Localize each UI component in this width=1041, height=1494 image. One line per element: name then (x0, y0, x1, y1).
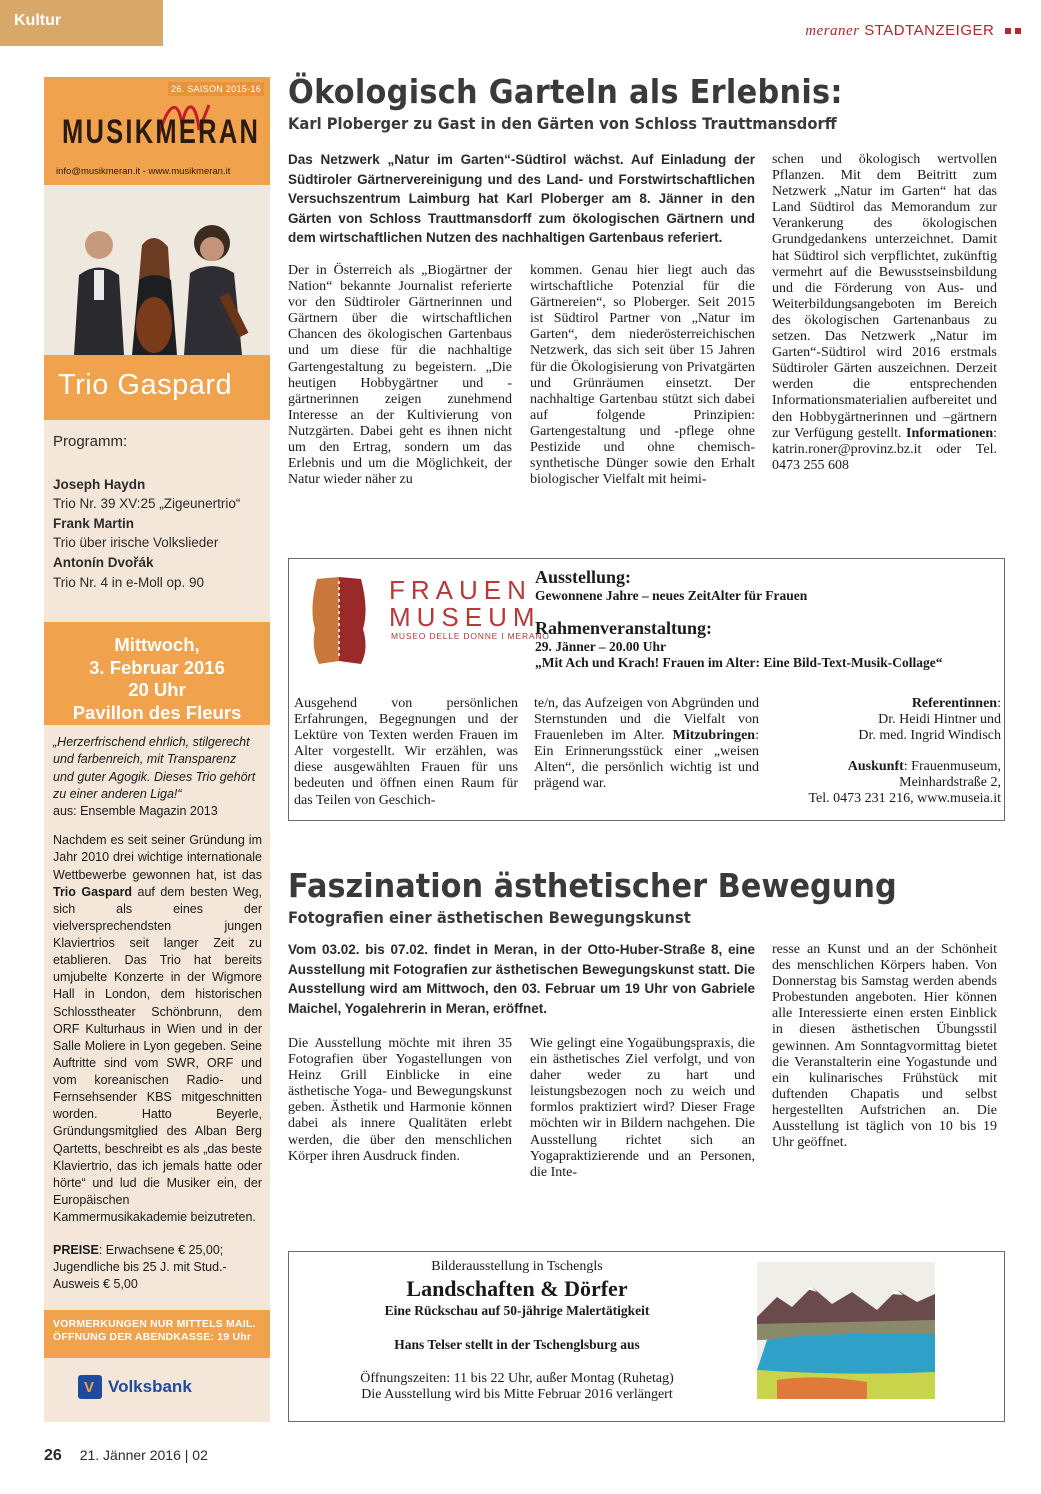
volksbank-logo (78, 1375, 192, 1400)
box2-kicker: Bilderausstellung in Tschengls (431, 1259, 603, 1274)
col2-text: te/n, das Aufzeigen von Abgründen und Sternstunden und die Vielfalt von Frauenleben im Alter. (534, 696, 759, 744)
date-line: Pavillon des Fleurs (72, 701, 242, 723)
frauenmuseum-box (288, 558, 1005, 821)
col3-text: schen und ökologisch wertvollen Pflanzen. Mit dem Beitritt zum Netzwerk „Natur im Garten“ hat das Land Südtirol das Memorandum zur Verankerung des ökologischen Grundgedankens unterzeichnet. Damit hat Südtirol sich verpflichtet, zukünftig vermehrt auf die Bewusstseinsbildung und die Förderung von Aus- und Weiterbildungsangeboten im Bereich des ökologischen Gartenanbaus zu setzen. Das Netzwerk „Natur im Garten“-Südtirol wird 2016 erstmals Südtiroler Gärten auszeichnen. Derzeit werden die entsprechenden Informationsmaterialien aufbereitet und den Hobbygärtnerinnen und –gärtnern zur Verfügung gestellt. (772, 152, 997, 441)
work: Trio über irische Volkslieder (53, 535, 219, 551)
work: Trio Nr. 4 in e-Moll op. 90 (53, 574, 205, 590)
work: Trio Nr. 39 XV:25 „Zigeunertrio“ (53, 496, 241, 512)
exhibition-info (535, 567, 1003, 671)
reservation-line: ÖFFNUNG DER ABENDKASSE: 19 Uhr (53, 1331, 252, 1344)
article2-subtitle: Fotografien einer ästhetischen Bewegungskunst (288, 908, 691, 927)
body-bold: Trio Gaspard (53, 884, 133, 899)
concert-date-block (44, 622, 270, 725)
sponsor-name: Volksbank (108, 1376, 192, 1396)
event-date: 29. Jänner – 20.00 Uhr (535, 639, 667, 654)
publication-brand (805, 22, 1021, 40)
logo-name-line: MUSEUM (389, 601, 541, 632)
program-item (53, 475, 260, 514)
referent-label: Referentinnen (911, 696, 998, 711)
trio-description (44, 820, 270, 1226)
program-block (44, 420, 270, 592)
exhibition-title: Gewonnene Jahre – neues ZeitAlter für Frauen (535, 588, 808, 603)
exhibition-heading: Ausstellung: (535, 567, 632, 587)
frauenmuseum-logo (299, 569, 550, 673)
brand-square-icon (1015, 28, 1021, 34)
price-info (44, 1226, 270, 1293)
logo-name-line: FRAUEN (389, 575, 532, 605)
box1-col2 (534, 696, 759, 793)
date-line: 20 Uhr (128, 679, 186, 701)
article2-lead: Vom 03.02. bis 07.02. findet in Meran, in der Otto-Huber-Straße 8, eine Ausstellung mit Fotografien zur ästhetischen Bewegungskunst statt. Die Ausstellung wird am Mittwoch, den 03. Februar um 19 Uhr von Gabriele Maichel, Yogalehrerin in Meran, eröffnet. (288, 942, 755, 1016)
trio-photo (44, 185, 270, 355)
info-label: Auskunft (847, 759, 904, 775)
logo-name (389, 577, 541, 630)
quote-text: „Herzerfrischend ehrlich, stilgerecht und farbenreich, mit Transparenz und guter Agogik. Dieses Trio gehört zu einer anderen Liga!“ (53, 735, 256, 801)
page-footer (44, 1447, 208, 1465)
bring-text: : Ein Erinnerungsstück einer „weisen Alten“, die persönlich wichtig ist und prägend war. (534, 728, 759, 792)
event-heading: Rahmenveranstaltung: (535, 618, 713, 638)
quote-source: aus: Ensemble Magazin 2013 (53, 804, 218, 819)
section-tab (0, 0, 163, 46)
composer: Frank Martin (53, 515, 135, 531)
concert-title: Trio Gaspard (44, 355, 270, 420)
sidebar-header (44, 77, 270, 185)
box1-col3: Referentinnen: Dr. Heidi Hintner und Dr. med. Ingrid Windisch Auskunft: Frauenmuseum, Meinhardstraße 2, Tel. 0473 231 216, www.museia.it (774, 696, 1001, 808)
box2-title: Landschaften & Dörfer (406, 1276, 628, 1301)
referent-name: Dr. med. Ingrid Windisch (858, 728, 1001, 744)
article2-title: Faszination ästhetischer Bewegung (288, 866, 897, 905)
article1-title: Ökologisch Garteln als Erlebnis: (288, 72, 843, 111)
brand-square-icon (1005, 28, 1011, 34)
box2-hours: Öffnungszeiten: 11 bis 22 Uhr, außer Montag (Ruhetag) (360, 1371, 674, 1386)
referent-name: Dr. Heidi Hintner und (878, 712, 1001, 728)
article1-lead: Das Netzwerk „Natur im Garten“-Südtirol wächst. Auf Einladung der Südtiroler Gärtnervereinigung und des Land- und Forstwirtschaftlichen Versuchszentrum Laimburg hat Karl Ploberger am 8. Jänner in den Gärten von Schloss Trauttmansdorff zum ökologischen Gärtnern und dem wirtschaftlichen Nutzen des nachhaltigen Gartenbaus referiert. (288, 152, 755, 246)
box1-col1: Ausgehend von persönlichen Erfahrungen, Begegnungen und der Lektüre von Texten werden Frauen im Alter vorgestellt. Wir erzählen, was diese ausgewählten Frauen für uns bedeuten und öffnen einen Raum für das Teilen von Geschich- (294, 696, 518, 808)
price-text: : Erwachsene € 25,00; Jugendliche bis 25 J. mit Stud.-Ausweis € 5,00 (53, 1243, 227, 1292)
brand-part2: STADTANZEIGER (864, 22, 995, 39)
program-item (53, 553, 260, 592)
box2-subtitle: Eine Rückschau auf 50-jährige Malertätigkeit (384, 1303, 650, 1318)
landscape-painting-illustration (757, 1262, 935, 1399)
reservation-banner (44, 1310, 270, 1358)
article1-subtitle: Karl Ploberger zu Gast in den Gärten von Schloss Trauttmansdorff (288, 114, 837, 133)
press-quote (44, 725, 270, 820)
info-label: Informationen (906, 425, 994, 441)
article1-col2: kommen. Genau hier liegt auch das wirtschaftliche Potenzial für die Gärtnereien“, so Ploberger. Seit 2015 ist Südtirol Partner von „Natur im Garten“, dem niederösterreichischen Netzwerk, das sich seit über 15 Jahren für die Ökologisierung von Privatgärten und Grünräumen einsetzt. Der nachhaltige Gartenbau stützt sich dabei auf folgende Prinzipien: Gartengestaltung und -pflege ohne Pestizide und ohne chemisch-synthetische Dünger sowie den Erhalt biologischer Vielfalt mit heimi- (530, 263, 755, 488)
concert-sidebar (44, 77, 270, 1422)
info-line: Tel. 0473 231 216, www.museia.it (808, 791, 1001, 807)
landscape-painting (757, 1262, 935, 1399)
bring-label: Mitzubringen (672, 728, 756, 744)
info-line: Meinhardstraße 2, (899, 775, 1001, 791)
section-label: Kultur (14, 12, 62, 29)
contact-line: info@musikmeran.it - www.musikmeran.it (56, 166, 231, 177)
season-label: 26. SAISON 2015-16 (168, 82, 264, 96)
article2-col3: resse an Kunst und an der Schönheit des menschlichen Körpers haben. Von Donnerstag bis Samstag werden abends Probestunden angeboten. Hier können alle Interessierte einen ersten Einblick in diesen ästhetischen Übungsstil gewinnen. Am Sonntagvormittag bietet die Veranstalterin eine Yogastunde und ein kulinarisches Frühstück mit duftenden Chapatis und selbst hergestellten Aufstrichen an. Die Ausstellung ist täglich von 10 bis 19 Uhr geöffnet. (772, 942, 997, 1151)
body-text: auf dem besten Weg, sich als eines der vielversprechendsten jungen Klaviertrios seit langer Zeit zu etablieren. Das Trio hat bereits umjubelte Konzerte in der Wigmore Hall in London, dem historischen Schlosstheater Schönbrunn, dem ORF Kulturhaus in Wien und in der Salle Moliere in Lyon gegeben. Seine Auftritte sind vom SWR, ORF und vom koreanischen Radio- und Fernsehsender KBS mitgeschnitten worden. Hatto Beyerle, Gründungsmitglied des Alban Berg Qartetts, beschreibt es als „das beste Klaviertrio, das ich jemals hatte oder hörte“ und lud die Musiker ein, der Europäischen Kammermusikakademie beizutreten. (53, 884, 262, 1225)
article2-col1: Die Ausstellung möchte mit ihren 35 Fotografien über Yogastellungen von Heinz Grill Einblicke in eine ästhetische Yoga- und Bewegungskunst geben. Ästhetik und Harmonie können dabei als innere Qualitäten erlebt werden, die über den menschlichen Körper ihren Ausdruck finden. (288, 1036, 512, 1164)
logo-subline: MUSEO DELLE DONNE I MERANO (391, 631, 550, 641)
article2-col2: Wie gelingt eine Yogaübungspraxis, die ein ästhetisches Ziel verfolgt, und von daher weder zu hart und leistungsbezogen noch zu weich und formlos praktiziert wird? Dieser Frage möchten wir in Bildern nachgehen. Die Ausstellung richtet sich an Yogapraktizierende und an Personen, die Inte- (530, 1036, 755, 1180)
article1-col3 (772, 152, 997, 474)
program-heading: Programm: (53, 433, 128, 450)
reservation-line: VORMERKUNGEN NUR MITTELS MAIL. (53, 1317, 256, 1330)
corset-icon (299, 569, 379, 669)
price-label: PREISE (53, 1243, 99, 1258)
tschengls-text (289, 1252, 745, 1403)
tschengls-exhibition-box (288, 1251, 1005, 1422)
article1-col1: Der in Österreich als „Biogärtner der Nation“ bekannte Journalist referierte vor den Südtiroler Gärtnerinnen und Gärtnern über die wirtschaftlichen Chancen des ökologischen Gartenbaus und um diese für die nachhaltige Gartengestaltung zu begeistern. „Die heutigen Hobbygärtner und -gärtnerinnen zeigen zunehmend Interesse an der Kultivierung von Nutzgärten. Dabei geht es ihnen nicht um den Ertrag, sondern um das Erlebnis und um die Möglichkeit, der Natur wieder näher zu (288, 263, 512, 488)
volksbank-v-icon (78, 1375, 102, 1399)
info-line: : Frauenmuseum, (903, 759, 1001, 775)
date-line: Mittwoch, (114, 634, 200, 656)
composer: Joseph Haydn (53, 476, 146, 492)
sponsor-block (44, 1358, 270, 1418)
page-number: 26 (44, 1447, 62, 1464)
trio-photo-illustration (44, 185, 270, 355)
event-title: „Mit Ach und Krach! Frauen im Alter: Eine Bild-Text-Musik-Collage“ (535, 655, 943, 670)
musikmeran-logo: MUSIKMERAN (62, 113, 261, 151)
issue-date: 21. Jänner 2016 | 02 (79, 1447, 208, 1463)
brand-part1: meraner (805, 23, 860, 39)
info-text: : katrin.roner@provinz.bz.it oder Tel. 0473 255 608 (772, 425, 998, 473)
program-item (53, 514, 260, 553)
box2-line: Hans Telser stellt in der Tschenglsburg aus (394, 1337, 640, 1352)
body-text: Nachdem es seit seiner Gründung im Jahr 2010 drei wichtige internationale Wettbewerbe gewonnen hat, ist das (53, 833, 262, 882)
composer: Antonín Dvořák (53, 554, 154, 570)
date-line: 3. Februar 2016 (89, 656, 225, 678)
box2-extended: Die Ausstellung wird bis Mitte Februar 2016 verlängert (361, 1387, 673, 1402)
